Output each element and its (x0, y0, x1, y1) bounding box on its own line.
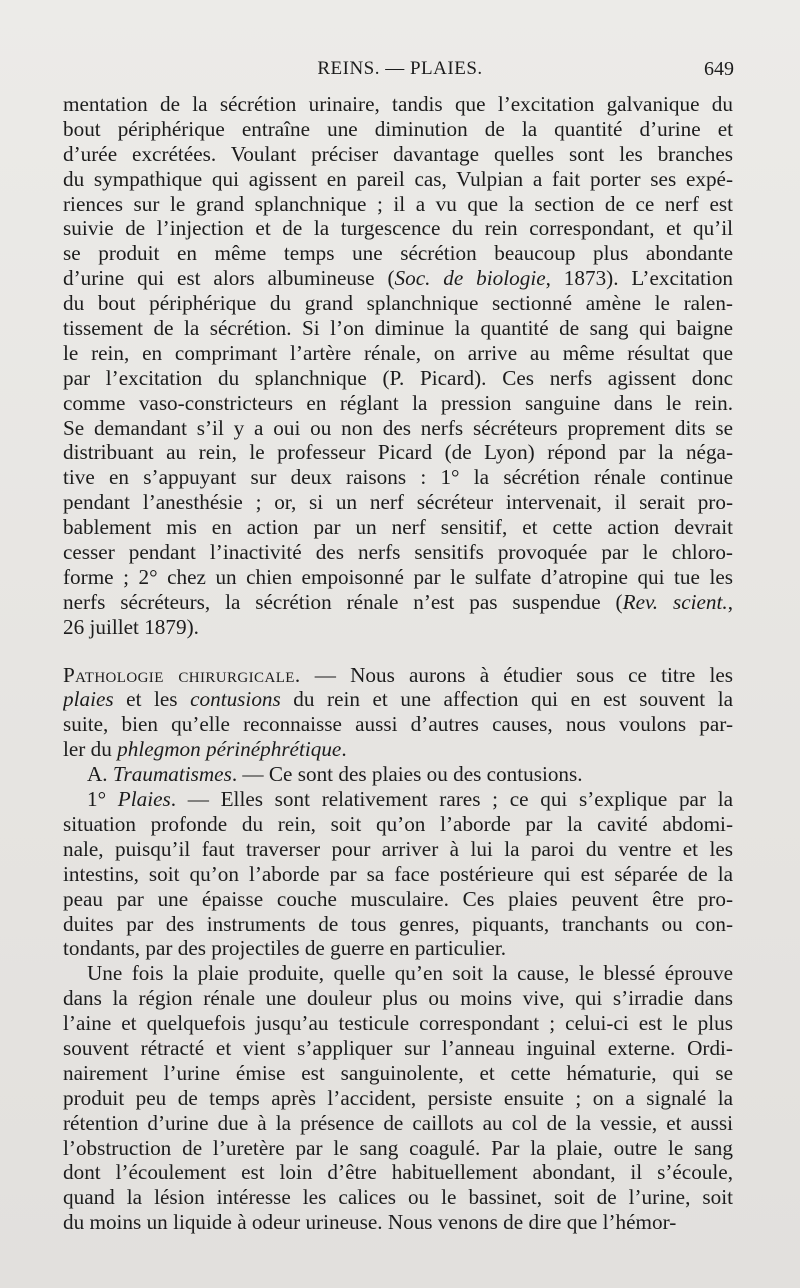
text-segment: par l’excitation du splanchnique (P. Picard). Ces nerfs agissent donc (63, 365, 733, 390)
text-segment: produit peu de temps après l’accident, persiste ensuite ; on a signalé la (63, 1085, 733, 1110)
smallcaps-segment: Pathologie chirurgicale. (63, 662, 301, 687)
text-line (63, 762, 733, 787)
text-segment: bout périphérique entraîne une diminution de la quantité d’urine et (63, 116, 733, 141)
italic-segment: Soc. de biologie (394, 266, 546, 291)
text-line (63, 291, 733, 316)
text-segment: tive en s’appuyant sur deux raisons : 1° la sécrétion rénale continue (63, 465, 733, 490)
text-line (63, 787, 733, 812)
text-line (63, 812, 733, 837)
italic-segment: contusions (190, 687, 281, 712)
text-segment: Se demandant s’il y a oui ou non des nerfs sécréteurs proprement dits se (63, 415, 733, 440)
text-segment: distribuant au rein, le professeur Picard (de Lyon) répond par la néga- (63, 440, 733, 465)
text-segment: et les (113, 687, 191, 712)
text-line (63, 440, 733, 465)
text-line (63, 615, 733, 640)
text-segment: . — Ce sont des plaies ou des contusions. (231, 762, 583, 787)
text-segment: d’urine qui est alors albumineuse ( (63, 266, 395, 291)
text-segment: 26 juillet 1879). (63, 614, 199, 639)
text-segment: 1° (87, 787, 118, 812)
text-line (63, 1086, 733, 1111)
text-line (63, 590, 733, 615)
text-segment: tondants, par des projectiles de guerre en particulier. (63, 936, 507, 961)
text-segment: se produit en même temps une sécrétion beaucoup plus abondante (63, 241, 733, 266)
text-segment: . — Elles sont relativement rares ; ce qui s’explique par la (170, 787, 733, 812)
text-segment: suivie de l’injection et de la turgescence du rein correspondant, et qu’il (63, 216, 733, 241)
text-segment: suite, bien qu’elle reconnaisse aussi d’autres causes, nous voulons par- (63, 712, 733, 737)
text-segment: situation profonde du rein, soit qu’on l’aborde par la cavité abdomi- (63, 811, 733, 836)
text-segment: mentation de la sécrétion urinaire, tandis que l’excitation galvanique du (63, 92, 733, 116)
text-segment: ler du (63, 737, 118, 762)
text-line (63, 1160, 733, 1185)
text-line (63, 862, 733, 887)
text-line (63, 1061, 733, 1086)
page-number: 649 (704, 58, 734, 80)
text-line (63, 565, 733, 590)
paragraph-gap (63, 640, 733, 663)
text-segment: forme ; 2° chez un chien empoisonné par le sulfate d’atropine qui tue les (63, 564, 733, 589)
text-segment: peau par une épaisse couche musculaire. Ces plaies peuvent être pro- (63, 886, 733, 911)
text-line (63, 391, 733, 416)
text-line (63, 837, 733, 862)
text-line (63, 1011, 733, 1036)
page-header (0, 58, 800, 88)
text-segment: tissement de la sécrétion. Si l’on diminue la quantité de sang qui baigne (63, 316, 733, 341)
text-line (63, 986, 733, 1011)
text-line (63, 241, 733, 266)
text-segment: le rein, en comprimant l’artère rénale, on arrive au même résultat que (63, 340, 733, 365)
text-segment: d’urée excrétées. Voulant préciser davantage quelles sont les branches (63, 141, 733, 166)
text-line (63, 712, 733, 737)
text-line (63, 737, 733, 762)
text-line (63, 936, 733, 961)
text-line (63, 1185, 733, 1210)
text-segment: — Nous aurons à étudier sous ce titre les (300, 662, 733, 687)
text-line (63, 961, 733, 986)
text-segment: du rein et une affection qui en est souvent la (280, 687, 733, 712)
text-line (63, 540, 733, 565)
text-segment: comme vaso-constricteurs en réglant la pression sanguine dans le rein. (63, 390, 733, 415)
text-line (63, 266, 733, 291)
text-segment: dans la région rénale une douleur plus ou moins vive, qui s’irradie dans (63, 986, 733, 1011)
text-segment: nairement l’urine émise est sanguinolente, et cette hématurie, qui se (63, 1060, 733, 1085)
text-segment: duites par des instruments de tous genres, piquants, tranchants ou con- (63, 911, 733, 936)
text-line (63, 341, 733, 366)
text-segment: , 1873). L’excitation (545, 266, 733, 291)
text-line (63, 192, 733, 217)
italic-segment: Rev. scient. (622, 589, 728, 614)
text-line (63, 1210, 733, 1235)
text-segment: , (727, 589, 733, 614)
text-segment: cesser pendant l’inactivité des nerfs sensitifs provoquée par le chloro- (63, 540, 733, 565)
text-line (63, 167, 733, 192)
text-segment: du bout périphérique du grand splanchnique sectionné amène le ralen- (63, 291, 733, 316)
text-segment: souvent rétracté et vient s’appliquer sur l’anneau inguinal externe. Ordi- (63, 1035, 733, 1060)
text-segment: l’aine et quelquefois jusqu’au testicule correspondant ; celui-ci est le plus (63, 1011, 733, 1036)
text-segment: l’obstruction de l’uretère par le sang coagulé. Par la plaie, outre le sang (63, 1135, 733, 1160)
text-line (63, 912, 733, 937)
text-line (63, 465, 733, 490)
body-text (63, 92, 733, 1235)
text-segment: nale, puisqu’il faut traverser pour arriver à lui la paroi du ventre et les (63, 836, 733, 861)
text-line (63, 490, 733, 515)
text-segment: dont l’écoulement est loin d’être habituellement abondant, il s’écoule, (63, 1160, 733, 1185)
italic-segment: plaies (63, 687, 114, 712)
text-line (63, 117, 733, 142)
text-segment: . (341, 737, 347, 762)
text-segment: intestins, soit qu’on l’aborde par sa face postérieure qui est séparée de la (63, 861, 733, 886)
text-line (63, 416, 733, 441)
text-segment: nerfs sécréteurs, la sécrétion rénale n’est pas suspendue ( (63, 589, 623, 614)
text-line (63, 663, 733, 688)
italic-segment: Plaies (117, 787, 171, 812)
italic-segment: Traumatismes (112, 762, 232, 787)
text-line (63, 1136, 733, 1161)
text-segment: rétention d’urine due à la présence de caillots au col de la vessie, et aussi (63, 1110, 733, 1135)
text-segment: du sympathique qui agissent en pareil cas, Vulpian a fait porter ses expé- (63, 166, 733, 191)
text-line (63, 887, 733, 912)
text-segment: pendant l’anesthésie ; or, si un nerf sécréteur intervenait, il serait pro- (63, 490, 733, 515)
text-line (63, 92, 733, 117)
text-line (63, 1111, 733, 1136)
text-segment: A. (87, 762, 113, 787)
text-line (63, 142, 733, 167)
text-segment: riences sur le grand splanchnique ; il a vu que la section de ce nerf est (63, 191, 733, 216)
text-segment: du moins un liquide à odeur urineuse. Nous venons de dire que l’hémor- (63, 1210, 677, 1235)
text-segment: quand la lésion intéresse les calices ou le bassinet, soit de l’urine, soit (63, 1185, 733, 1210)
text-line (63, 366, 733, 391)
text-segment: bablement mis en action par un nerf sensitif, et cette action devrait (63, 515, 733, 540)
text-line (63, 687, 733, 712)
text-line (63, 515, 733, 540)
italic-segment: phlegmon périnéphrétique (117, 737, 342, 762)
text-line (63, 216, 733, 241)
running-title: REINS. — PLAIES. (317, 58, 483, 79)
text-line (63, 316, 733, 341)
text-segment: Une fois la plaie produite, quelle qu’en soit la cause, le blessé éprouve (87, 961, 733, 986)
text-line (63, 1036, 733, 1061)
